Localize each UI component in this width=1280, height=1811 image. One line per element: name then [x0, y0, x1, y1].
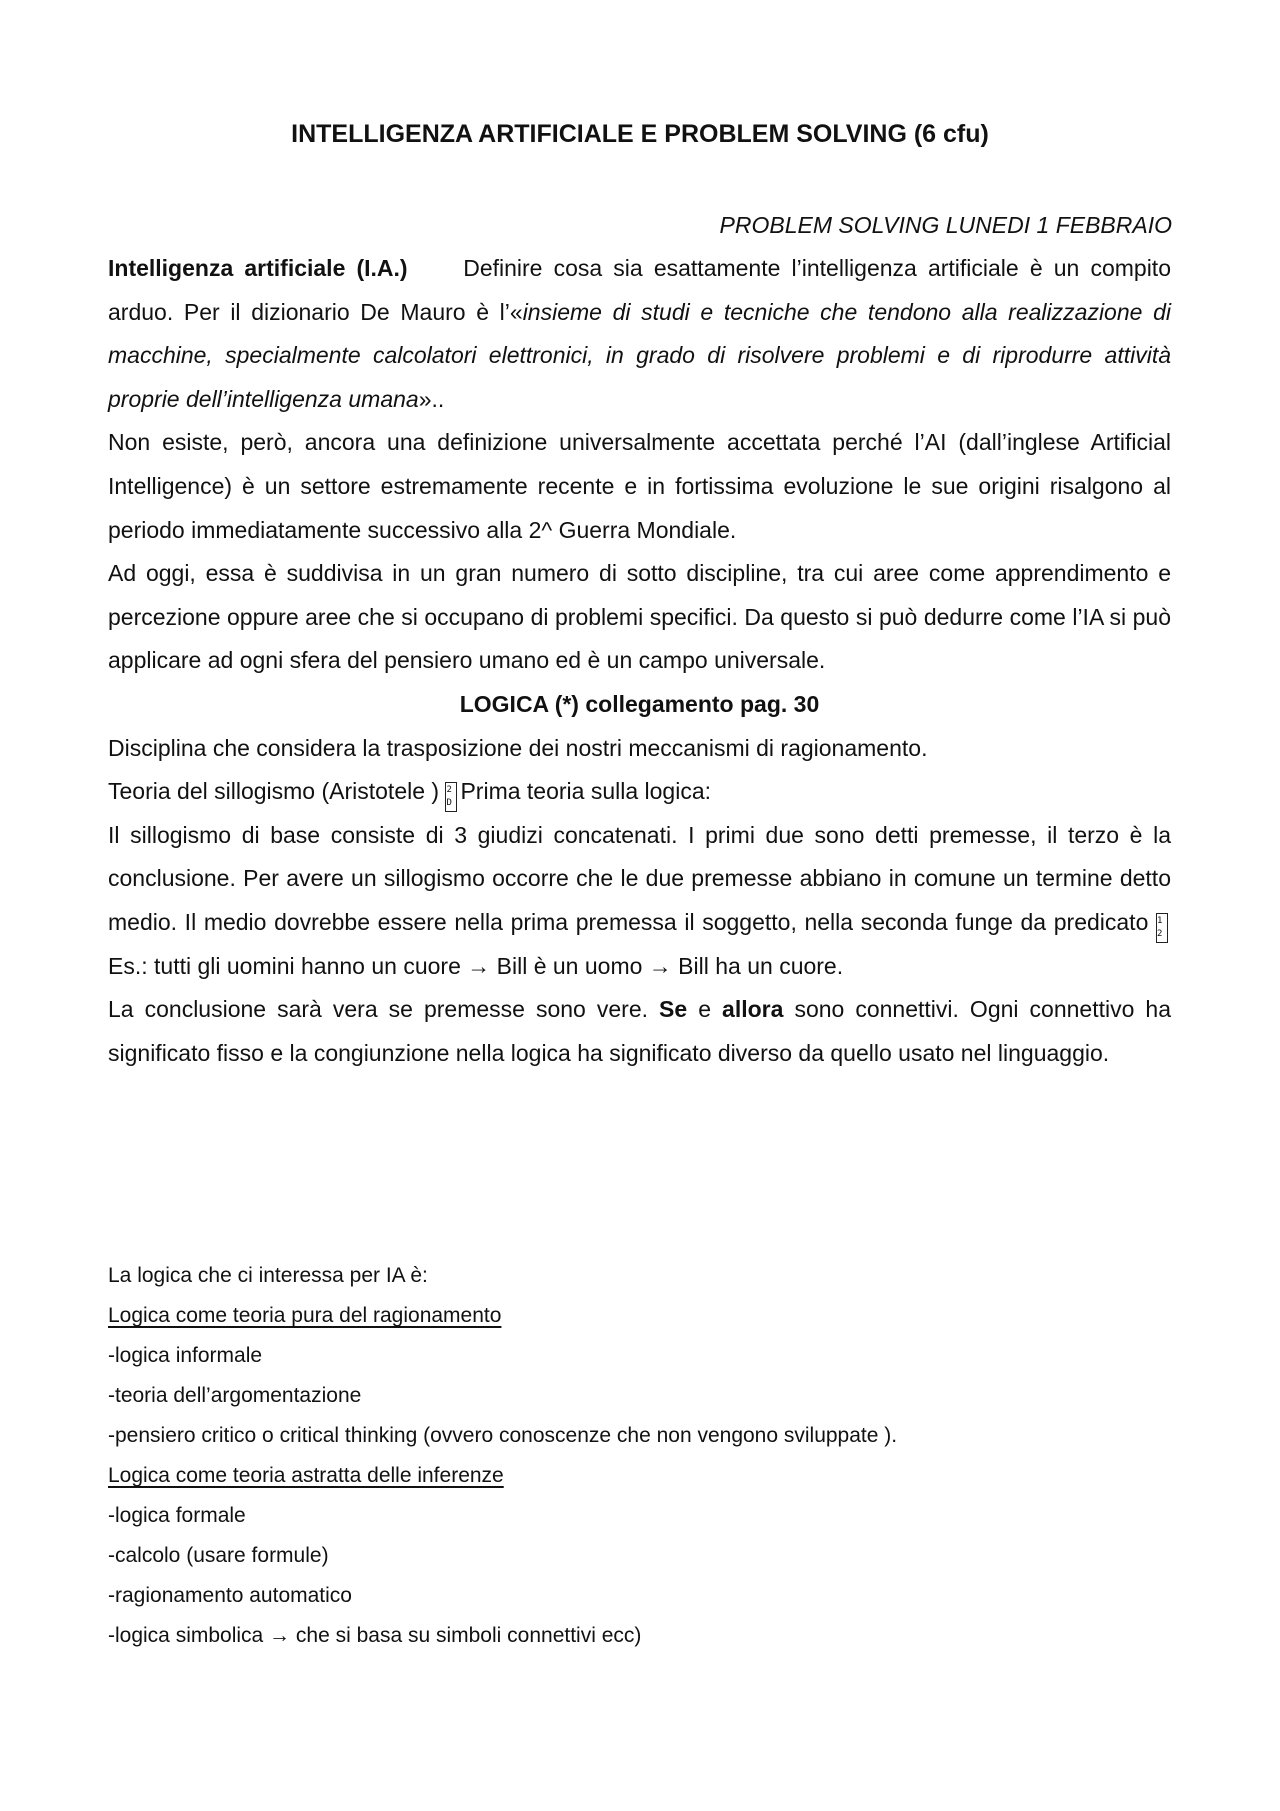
keyword-se: Se	[659, 996, 688, 1023]
logic-definition: Disciplina che considera la trasposizione dei nostri meccanismi di ragionamento.	[108, 734, 928, 761]
keyword-allora: allora	[722, 996, 784, 1023]
syllogism-theory-line	[108, 770, 1171, 814]
missing-glyph-icon: 2 D	[445, 782, 457, 812]
missing-glyph-icon: 1 2	[1156, 913, 1168, 943]
list-item: -logica informale	[108, 1344, 263, 1367]
history-paragraph: Non esiste, però, ancora una definizione universalmente accettata perché l’AI (dall’inglese Artificial Intelligence) è un settore estremamente recente e in fortissima evoluzione le sue origini risalgono al periodo immediatamente successivo alla 2^ Guerra Mondiale.	[108, 429, 1171, 543]
list-item: -teoria dell’argomentazione	[108, 1384, 362, 1407]
logic-list	[108, 1256, 1171, 1656]
definition-intro: Definire cosa sia esattamente l’intelligenza artificiale è un compito arduo. Per il dizionario De Mauro è l’«	[108, 255, 1171, 325]
list-item: -pensiero critico o critical thinking (ovvero conoscenze che non vengono sviluppate ).	[108, 1424, 898, 1447]
definition-paragraph	[108, 247, 1171, 421]
list-item: -ragionamento automatico	[108, 1584, 352, 1607]
section-heading-logica: LOGICA (*) collegamento pag. 30	[459, 690, 820, 717]
list-item: -calcolo (usare formule)	[108, 1544, 329, 1567]
syllogism-text: Il sillogismo di base consiste di 3 giudizi concatenati. I primi due sono detti premesse, il terzo è la conclusione. Per avere un sillogismo occorre che le due premesse abbiano in comune un termine detto medio. Il medio dovrebbe essere nella prima premessa il soggetto, nella seconda funge da predicato	[108, 821, 1171, 935]
main-body	[108, 247, 1171, 1075]
list-item: -logica formale	[108, 1504, 246, 1527]
list-group-title: Logica come teoria astratta delle inferenze	[108, 1464, 504, 1487]
list-group-title: Logica come teoria pura del ragionamento	[108, 1304, 502, 1327]
document-title: INTELLIGENZA ARTIFICIALE E PROBLEM SOLVING (6 cfu)	[291, 120, 989, 148]
syllogism-theory-label: Teoria del sillogismo (Aristotele )	[108, 778, 446, 805]
lesson-date: PROBLEM SOLVING LUNEDI 1 FEBBRAIO	[719, 212, 1172, 238]
definition-quote-end: »..	[418, 385, 445, 412]
syllogism-example: Es.: tutti gli uomini hanno un cuore → Bill è un uomo → Bill ha un cuore.	[108, 952, 844, 979]
definition-quote: insieme di studi e tecniche che tendono alla realizzazione di macchine, specialmente calcolatori elettronici, in grado di risolvere problemi e di riprodurre attività proprie dell’intelligenza umana	[108, 298, 1171, 412]
list-item: -logica simbolica → che si basa su simboli connettivi ecc)	[108, 1624, 642, 1647]
connectives-paragraph: La conclusione sarà vera se premesse sono vere. Se e allora sono connettivi. Ogni connettivo ha significato fisso e la congiunzione nella logica ha significato diverso da quello usato nel linguaggio.	[108, 996, 1171, 1066]
list-intro: La logica che ci interessa per IA è:	[108, 1264, 428, 1287]
syllogism-paragraph	[108, 814, 1171, 988]
first-theory-label: Prima teoria sulla logica:	[460, 778, 712, 805]
subdisciplines-paragraph: Ad oggi, essa è suddivisa in un gran numero di sotto discipline, tra cui aree come apprendimento e percezione oppure aree che si occupano di problemi specifici. Da questo si può dedurre come l’IA si può applicare ad ogni sfera del pensiero umano ed è un campo universale.	[108, 560, 1171, 674]
section-heading-ia: Intelligenza artificiale (I.A.)	[108, 255, 408, 281]
